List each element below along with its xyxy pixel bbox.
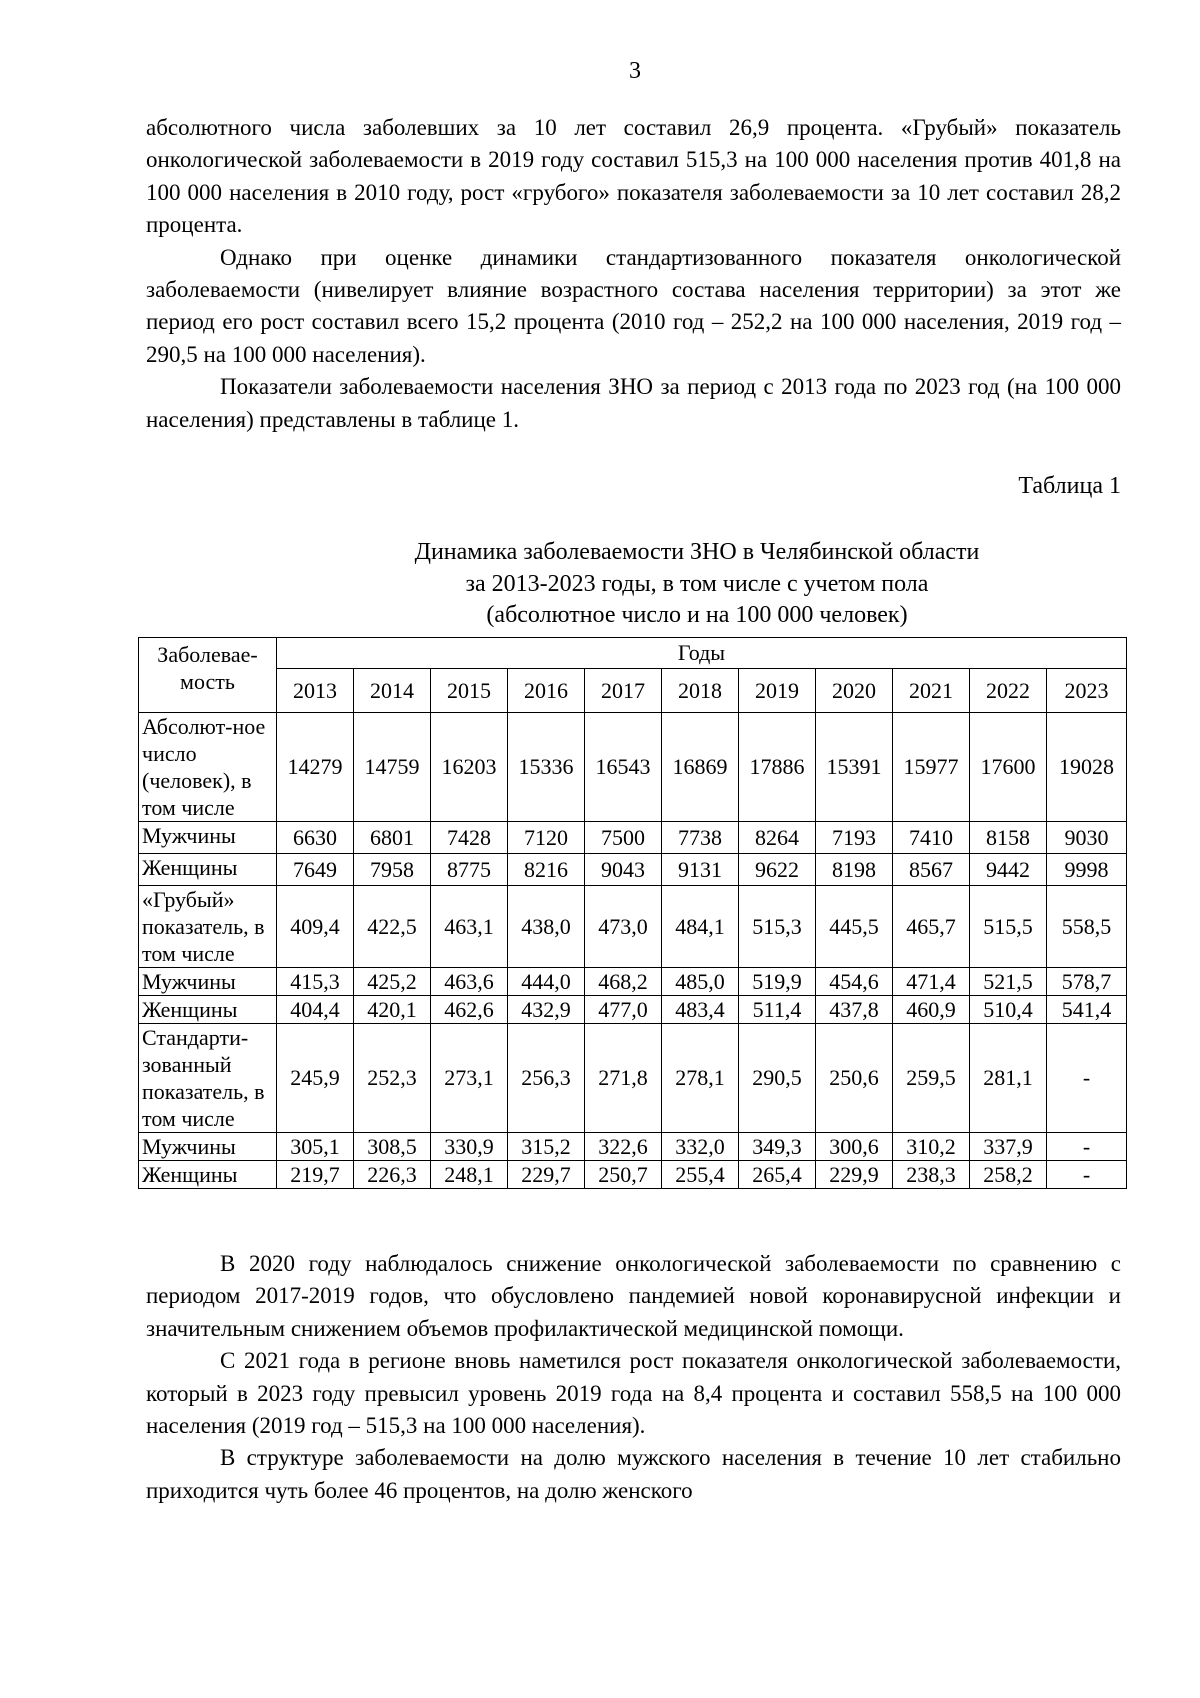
year-header-cell: 2021 [893, 669, 970, 713]
table-cell: 484,1 [662, 886, 739, 968]
years-header: Годы [277, 638, 1127, 669]
table-cell: 330,9 [431, 1133, 508, 1161]
outro-text [146, 1248, 1121, 1507]
row-label: «Грубый» показатель, в том числе [139, 886, 277, 968]
year-header-cell: 2013 [277, 669, 354, 713]
table-cell: 7649 [277, 854, 354, 886]
year-header-cell: 2018 [662, 669, 739, 713]
table-cell: 425,2 [354, 968, 431, 996]
table-cell: 305,1 [277, 1133, 354, 1161]
year-header-cell: 2022 [970, 669, 1047, 713]
table-cell: 245,9 [277, 1024, 354, 1133]
table-cell: 258,2 [970, 1161, 1047, 1189]
intro-text [146, 112, 1121, 436]
table-cell: 578,7 [1047, 968, 1127, 996]
table-row [139, 1133, 1127, 1161]
table-cell: 308,5 [354, 1133, 431, 1161]
paragraph: Однако при оценке динамики стандартизованного показателя онкологической заболеваемости (нивелирует влияние возрастного состава населения территории) за этот же период его рост составил всего 15,2 процента (2010 год – 252,2 на 100 000 населения, 2019 год – 290,5 на 100 000 населения). [146, 244, 1121, 367]
year-header-cell: 2016 [508, 669, 585, 713]
table-cell: 15391 [816, 713, 893, 822]
year-header-cell: 2023 [1047, 669, 1127, 713]
table-cell: 404,4 [277, 996, 354, 1024]
table-cell: 460,9 [893, 996, 970, 1024]
table-cell: 432,9 [508, 996, 585, 1024]
table-cell: 349,3 [739, 1133, 816, 1161]
table-cell: 16869 [662, 713, 739, 822]
table-cell: 248,1 [431, 1161, 508, 1189]
table-cell: - [1047, 1133, 1127, 1161]
table-cell: 17600 [970, 713, 1047, 822]
table-cell: 250,6 [816, 1024, 893, 1133]
year-header-cell: 2020 [816, 669, 893, 713]
table-cell: 259,5 [893, 1024, 970, 1133]
table-cell: 17886 [739, 713, 816, 822]
table-row [139, 968, 1127, 996]
paragraph: С 2021 года в регионе вновь наметился рост показателя онкологической заболеваемости, который в 2023 году превысил уровень 2019 года на 8,4 процента и составил 558,5 на 100 000 населения (2019 год – 515,3 на 100 000 населения). [146, 1348, 1121, 1439]
year-header-cell: 2015 [431, 669, 508, 713]
table-row [139, 713, 1127, 822]
table-cell: 483,4 [662, 996, 739, 1024]
table-cell: 8216 [508, 854, 585, 886]
table-cell: 7193 [816, 822, 893, 854]
table-cell: 8775 [431, 854, 508, 886]
table-cell: 9998 [1047, 854, 1127, 886]
table-cell: 477,0 [585, 996, 662, 1024]
table-title-line: за 2013-2023 годы, в том числе с учетом пола [465, 570, 929, 597]
row-label: Женщины [139, 854, 277, 886]
table-cell: 7428 [431, 822, 508, 854]
table-cell: 511,4 [739, 996, 816, 1024]
table-cell: 332,0 [662, 1133, 739, 1161]
table-cell: 7120 [508, 822, 585, 854]
table-cell: 521,5 [970, 968, 1047, 996]
table-cell: 437,8 [816, 996, 893, 1024]
table-cell: 8158 [970, 822, 1047, 854]
table-cell: 519,9 [739, 968, 816, 996]
year-header-cell: 2014 [354, 669, 431, 713]
table-header-row [139, 638, 1127, 669]
table-cell: 9131 [662, 854, 739, 886]
table-cell: 9043 [585, 854, 662, 886]
table-cell: 7500 [585, 822, 662, 854]
years-row [139, 669, 1127, 713]
table-cell: 300,6 [816, 1133, 893, 1161]
table-cell: 271,8 [585, 1024, 662, 1133]
table-label: Таблица 1 [1018, 473, 1121, 499]
table-cell: 473,0 [585, 886, 662, 968]
row-label: Женщины [139, 1161, 277, 1189]
table-cell: 281,1 [970, 1024, 1047, 1133]
table-cell: - [1047, 1161, 1127, 1189]
table-cell: 14279 [277, 713, 354, 822]
table-row [139, 996, 1127, 1024]
table-cell: 8264 [739, 822, 816, 854]
row-label: Мужчины [139, 822, 277, 854]
table-cell: 471,4 [893, 968, 970, 996]
table-cell: 256,3 [508, 1024, 585, 1133]
table-title-line: (абсолютное число и на 100 000 человек) [486, 602, 908, 628]
table-cell: 15977 [893, 713, 970, 822]
table-cell: 463,1 [431, 886, 508, 968]
table-cell: 444,0 [508, 968, 585, 996]
table-row [139, 854, 1127, 886]
paragraph: В 2020 году наблюдалось снижение онкологической заболеваемости по сравнению с периодом 2017-2019 годов, что обусловлено пандемией новой коронавирусной инфекции и значительным снижением объемов профилактической медицинской помощи. [146, 1251, 1121, 1341]
table-cell: 7738 [662, 822, 739, 854]
table-cell: 420,1 [354, 996, 431, 1024]
table-cell: 9622 [739, 854, 816, 886]
table-cell: 558,5 [1047, 886, 1127, 968]
row-label: Мужчины [139, 1133, 277, 1161]
paragraph: В структуре заболеваемости на долю мужского населения в течение 10 лет стабильно приходится чуть более 46 процентов, на долю женского [146, 1445, 1121, 1503]
table-row [139, 886, 1127, 968]
paragraph: Показатели заболеваемости населения ЗНО за период с 2013 года по 2023 год (на 100 000 населения) представлены в таблице 1. [146, 374, 1121, 432]
incidence-table [138, 637, 1127, 1189]
table-cell: 468,2 [585, 968, 662, 996]
row-label: Абсолют-ное число (человек), в том числе [139, 713, 277, 822]
paragraph: абсолютного числа заболевших за 10 лет составил 26,9 процента. «Грубый» показатель онкологической заболеваемости в 2019 году составил 515,3 на 100 000 населения против 401,8 на 100 000 населения в 2010 году, рост «грубого» показателя заболеваемости за 10 лет составил 28,2 процента. [146, 115, 1121, 238]
table-cell: 438,0 [508, 886, 585, 968]
table-cell: 6630 [277, 822, 354, 854]
table-cell: 8567 [893, 854, 970, 886]
table-cell: 454,6 [816, 968, 893, 996]
table-cell: 14759 [354, 713, 431, 822]
table-row [139, 1161, 1127, 1189]
row-label: Мужчины [139, 968, 277, 996]
table-row [139, 1024, 1127, 1133]
table-cell: 465,7 [893, 886, 970, 968]
table-cell: 16203 [431, 713, 508, 822]
table-cell: 252,3 [354, 1024, 431, 1133]
table-cell: 219,7 [277, 1161, 354, 1189]
table-cell: 238,3 [893, 1161, 970, 1189]
table-cell: 7958 [354, 854, 431, 886]
table-cell: 415,3 [277, 968, 354, 996]
table-cell: 273,1 [431, 1024, 508, 1133]
table-cell: 462,6 [431, 996, 508, 1024]
table-cell: 515,5 [970, 886, 1047, 968]
table-cell: 510,4 [970, 996, 1047, 1024]
table-cell: 541,4 [1047, 996, 1127, 1024]
table-cell: 485,0 [662, 968, 739, 996]
table-cell: 15336 [508, 713, 585, 822]
table-cell: 16543 [585, 713, 662, 822]
table-cell: 515,3 [739, 886, 816, 968]
row-label: Стандарти-зованный показатель, в том числе [139, 1024, 277, 1133]
year-header-cell: 2017 [585, 669, 662, 713]
table-cell: 409,4 [277, 886, 354, 968]
year-header-cell: 2019 [739, 669, 816, 713]
table-cell: 322,6 [585, 1133, 662, 1161]
table-cell: 229,7 [508, 1161, 585, 1189]
table-cell: 9030 [1047, 822, 1127, 854]
table-cell: 315,2 [508, 1133, 585, 1161]
table-cell: 463,6 [431, 968, 508, 996]
table-cell: 290,5 [739, 1024, 816, 1133]
table-cell: 19028 [1047, 713, 1127, 822]
table-row [139, 822, 1127, 854]
table-cell: 310,2 [893, 1133, 970, 1161]
table-cell: 7410 [893, 822, 970, 854]
table-cell: 445,5 [816, 886, 893, 968]
table-cell: 278,1 [662, 1024, 739, 1133]
table-title-line: Динамика заболеваемости ЗНО в Челябинской области [414, 539, 980, 565]
table-cell: 250,7 [585, 1161, 662, 1189]
table-cell: 6801 [354, 822, 431, 854]
table-cell: 226,3 [354, 1161, 431, 1189]
corner-header: Заболевае-мость [139, 638, 277, 713]
table-cell: 265,4 [739, 1161, 816, 1189]
table-cell: 422,5 [354, 886, 431, 968]
row-label: Женщины [139, 996, 277, 1024]
table-cell: 8198 [816, 854, 893, 886]
page-number: 3 [629, 58, 641, 84]
table-cell: 229,9 [816, 1161, 893, 1189]
table-title [146, 537, 1200, 632]
table-cell: 9442 [970, 854, 1047, 886]
table-cell: 255,4 [662, 1161, 739, 1189]
table-cell: 337,9 [970, 1133, 1047, 1161]
table-cell: - [1047, 1024, 1127, 1133]
